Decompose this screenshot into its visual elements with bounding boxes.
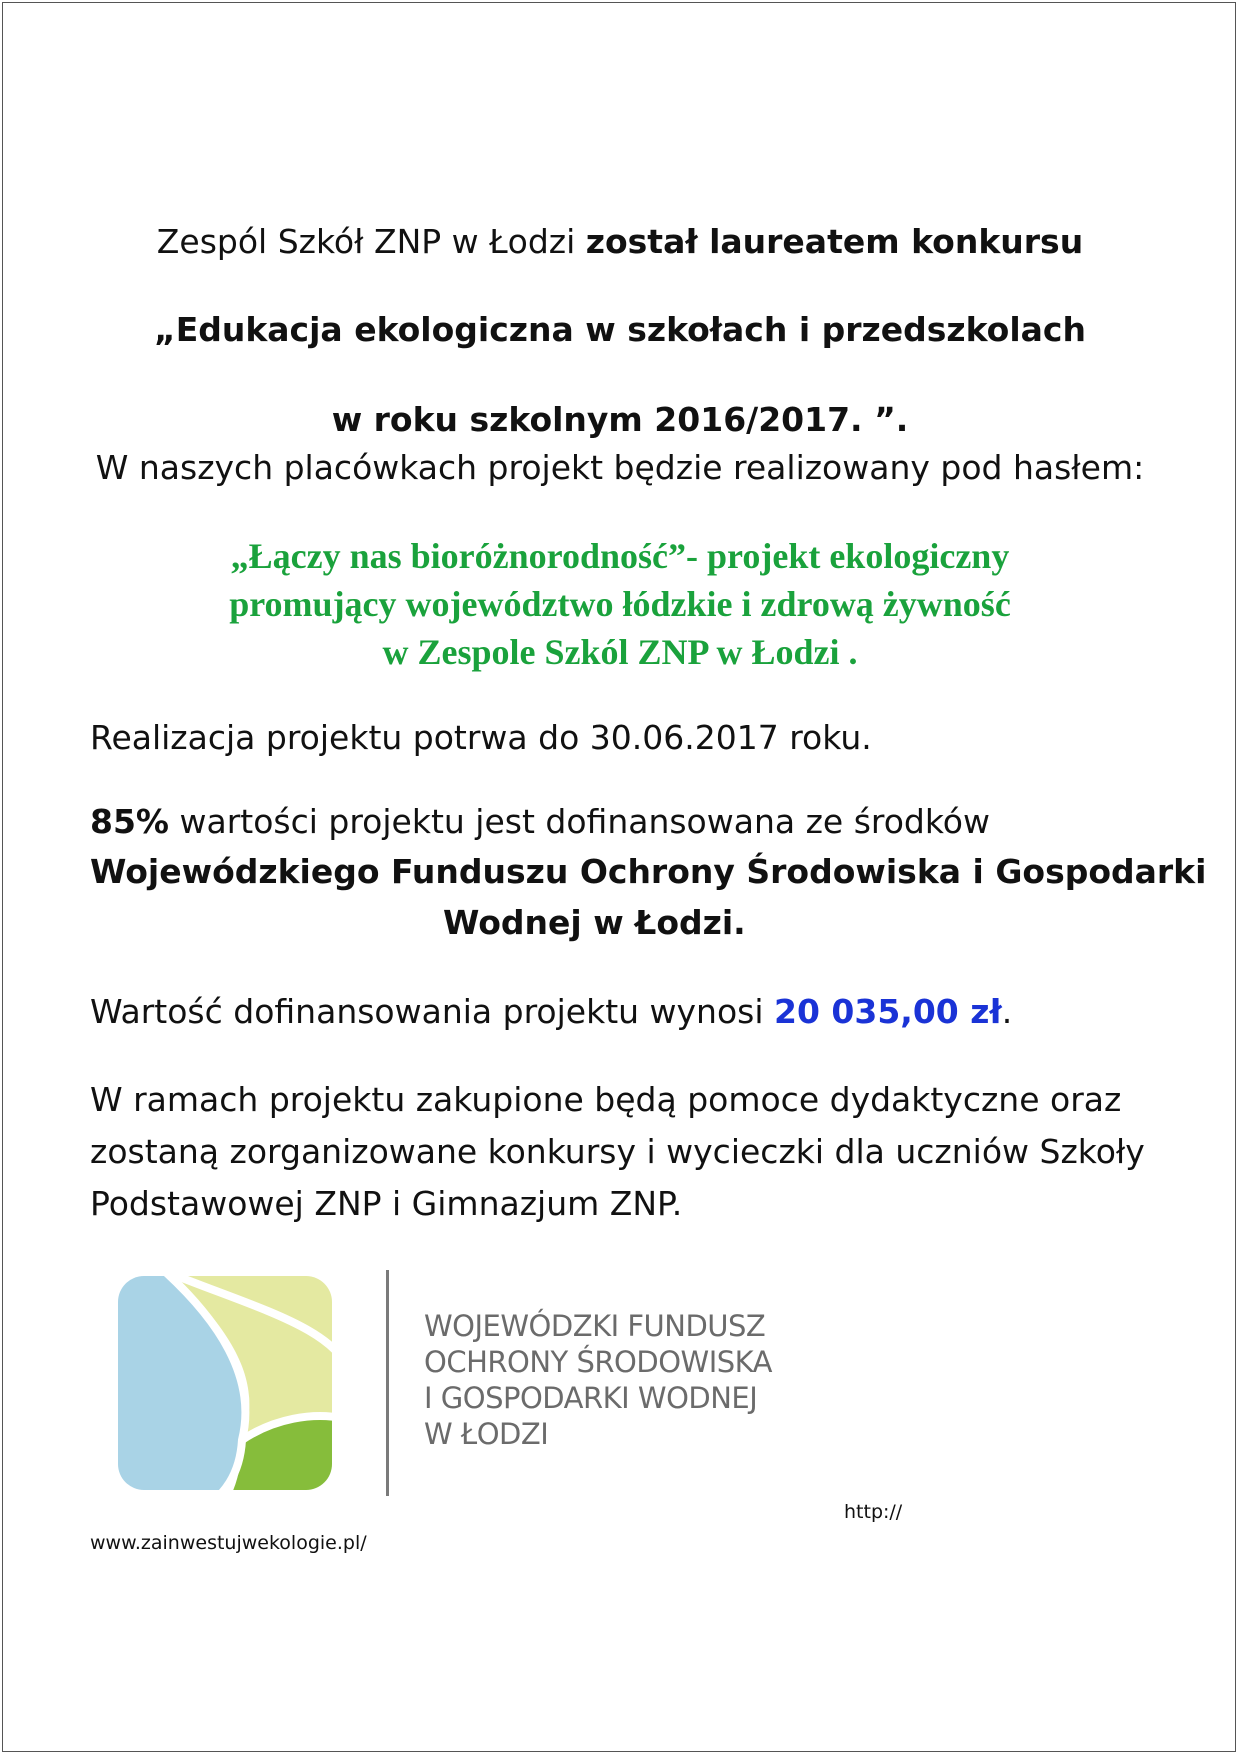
school-year: w roku szkolnym 2016/2017. ”. [331, 400, 909, 439]
funding-text: wartości projektu jest dofinansowana ze środków [169, 802, 990, 841]
funding-line [90, 802, 990, 842]
logo-org-name [424, 1308, 772, 1452]
value-prefix: Wartość dofinansowania projektu wynosi [90, 992, 775, 1031]
http-text: http:// [844, 1501, 903, 1523]
fund-name-line-1: Wojewódzkiego Funduszu Ochrony Środowiska i Gospodarki [90, 852, 1207, 891]
website-link[interactable]: www.zainwestujwekologie.pl/ [90, 1532, 367, 1554]
logo-org-line-2: OCHRONY ŚRODOWISKA [424, 1345, 773, 1379]
value-line [90, 992, 1012, 1032]
scope-line-2: zostaną zorganizowane konkursy i wycieczki dla uczniów Szkoły [90, 1132, 1145, 1171]
motto-line-2: promujący województwo łódzkie i zdrową żywność [229, 584, 1011, 624]
scope-line-1: W ramach projektu zakupione będą pomoce dydaktyczne oraz [90, 1080, 1122, 1119]
logo-org-line-3: I GOSPODARKI WODNEJ [424, 1381, 758, 1415]
wfosigw-logo-icon [112, 1270, 338, 1496]
value-amount: 20 035,00 zł [774, 992, 1002, 1031]
school-name: Zespól Szkół ZNP w Łodzi [156, 222, 586, 261]
motto-line-3: w Zespole Szkól ZNP w Łodzi . [382, 632, 858, 672]
header-line-1 [0, 222, 1240, 262]
value-suffix: . [1001, 992, 1013, 1031]
funding-percent: 85% [90, 802, 169, 841]
competition-title: „Edukacja ekologiczna w szkołach i przedszkolach [154, 310, 1086, 349]
scope-line-3: Podstawowej ZNP i Gimnazjum ZNP. [90, 1184, 683, 1223]
logo-org-line-4: W ŁODZI [424, 1417, 549, 1451]
logo-org-line-1: WOJEWÓDZKI FUNDUSZ [424, 1309, 766, 1343]
fund-name-line-2: Wodnej w Łodzi. [443, 903, 746, 942]
duration-text: Realizacja projektu potrwa do 30.06.2017 roku. [90, 718, 872, 757]
slogan-intro: W naszych placówkach projekt będzie realizowany pod hasłem: [95, 448, 1145, 487]
motto-line-1: „Łączy nas bioróżnorodność”- projekt ekologiczny [230, 536, 1010, 576]
laureate-text: został laureatem konkursu [585, 222, 1084, 261]
logo-divider [386, 1270, 389, 1496]
